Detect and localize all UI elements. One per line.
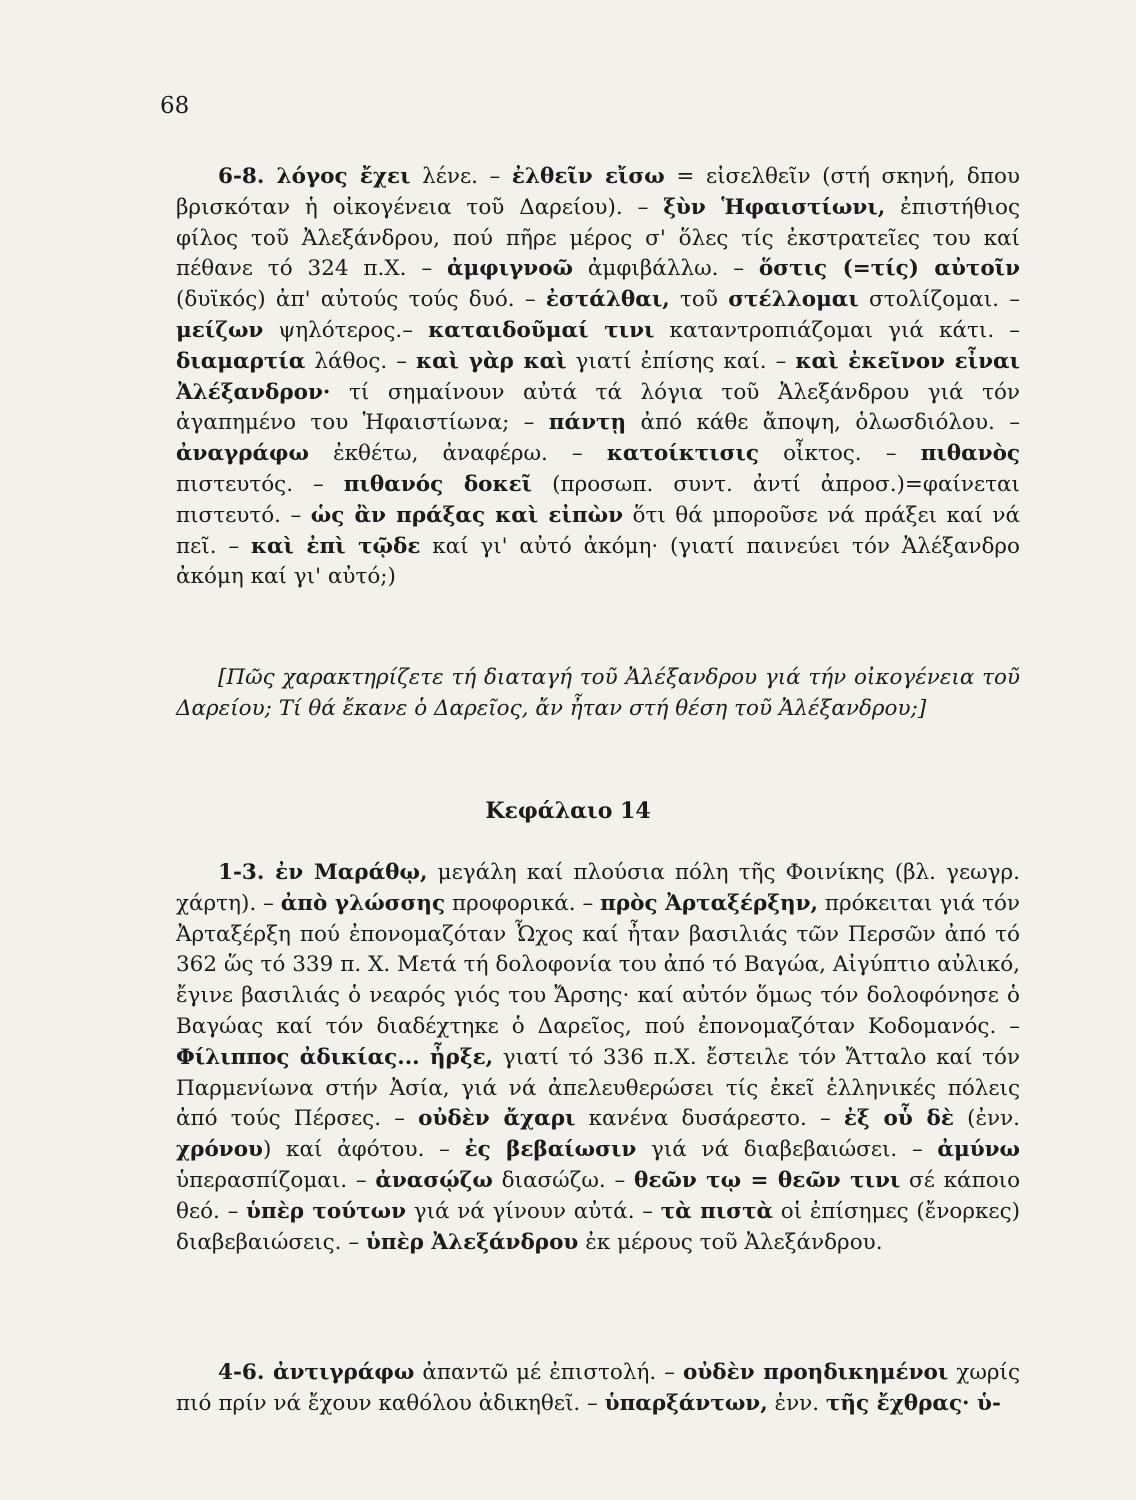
gloss-text: κανένα δυσάρεστο. – (575, 1106, 844, 1132)
question-text: [Πῶς χαρακτηρίζετε τή διαταγή τοῦ Ἀλέξανδρου γιά τήν οἰκογένεια τοῦ Δαρείου; Τί θά ἔκανε ὁ Δαρεῖος, ἄν ἦταν στή θέση τοῦ Ἀλέξανδρου;] (176, 665, 1020, 721)
lemma-term: ξὺν Ἡφαιστίωνι, (663, 194, 886, 220)
chapter-heading: Κεφάλαιο 14 (485, 798, 651, 824)
lemma-term: ὑπαρξάντων, (604, 1390, 768, 1416)
lemma-term: διαμαρτία (176, 348, 306, 374)
lemma-term: ἀνασῴζω (375, 1167, 493, 1193)
gloss-text: ) καί ἀφότου. – (262, 1137, 465, 1163)
gloss-text: οἱ ἐπίσημες (ἔνορκες) διαβεβαιώσεις. – (176, 1198, 1020, 1255)
gloss-text: στολίζομαι. – (858, 287, 1020, 313)
gloss-text: πιστευτός. – (176, 471, 344, 497)
gloss-text: γιά νά διαβεβαιώσει. – (636, 1137, 938, 1163)
commentary-paragraph-1-3 (176, 858, 1020, 1258)
lemma-term: ἐστάλθαι, (545, 287, 670, 313)
lemma-term: οὐδὲν προηδικημένοι (683, 1360, 949, 1385)
lemma-term: ὡς ἂν πράξας καὶ εἰπὼν (310, 502, 623, 528)
gloss-text: τοῦ (669, 287, 729, 313)
lemma-term: ἐλθεῖν εἴσω (511, 164, 665, 189)
gloss-text: καί γι' αὐτό ἀκόμη· (γιατί παινεύει τόν Ἀλέξανδρο ἀκόμη καί γι' αὐτό;) (176, 533, 1021, 590)
lemma-term: τῆς ἔχθρας· ὑ- (825, 1390, 1001, 1416)
lemma-term: καὶ γὰρ καὶ (416, 348, 567, 374)
gloss-text: ἀπαντῶ μέ ἐπιστολή. – (414, 1360, 684, 1385)
gloss-text: ἐνν. (767, 1390, 826, 1416)
lemma-term: χρόνου (176, 1137, 263, 1163)
commentary-paragraph-6-8 (176, 162, 1020, 593)
paragraph-text (176, 858, 1020, 1258)
lemma-term: καὶ ἐπὶ τῷδε (250, 533, 421, 559)
gloss-text: διασώζω. – (492, 1167, 634, 1193)
lemma-term: ἀπὸ γλώσσης (280, 890, 446, 916)
gloss-text: (δυϊκός) ἀπ' αὐτούς τούς δυό. – (176, 287, 546, 313)
paragraph-text (176, 1358, 1020, 1420)
lemma-term: ἐξ οὗ δὲ (843, 1106, 954, 1132)
lemma-term: πιθανὸς (920, 441, 1020, 467)
lemma-term: ἀμφιγνοῶ (446, 256, 574, 282)
gloss-text: γιά νά γίνουν αὐτά. – (406, 1198, 661, 1224)
lemma-term: ἐς βεβαίωσιν (464, 1137, 637, 1163)
lemma-term: θεῶν τῳ = θεῶν τινι (633, 1167, 901, 1193)
gloss-text: πρόκειται γιά τόν Ἀρταξέρξη πού ἐπονομαζόταν Ὦχος καί ἦταν βασιλιάς τῶν Περσῶν ἀπό τό 362 ὥς τό 339 π. Χ. Μετά τή δολοφονία του ἀπό τό Βαγώα, Αἰγύπτιο αὐλικό, ἔγινε βασιλιάς ὁ νεαρός γιός του Ἄρσης· καί αὐτόν ὅμως τόν δολοφόνησε ὁ Βαγώας καί τόν διαδέχτηκε ὁ Δαρεῖος, πού ἐπονομαζόταν Κοδομανός. – (176, 890, 1020, 1039)
lemma-term: 6-8. λόγος ἔχει (218, 164, 411, 189)
lemma-term: στέλλομαι (728, 287, 859, 313)
gloss-text: καταντροπιάζομαι γιά κάτι. – (654, 317, 1020, 343)
lemma-term: τὰ πιστὰ (660, 1198, 774, 1224)
lemma-term: μείζων (176, 317, 264, 343)
lemma-term: ὑπὲρ Ἀλεξάνδρου (365, 1229, 579, 1255)
gloss-text: ὅτι θά μποροῦσε νά πράξει καί νά πεῖ. – (176, 502, 1020, 559)
page-number: 68 (160, 93, 190, 119)
commentary-paragraph-4-6 (176, 1358, 1020, 1420)
lemma-term: οὐδὲν ἄχαρι (418, 1106, 576, 1132)
gloss-text: σέ κάποιο θεό. – (176, 1167, 1021, 1224)
gloss-text: χωρίς πιό πρίν νά ἔχουν καθόλου ἀδικηθεῖ. – (176, 1360, 1020, 1416)
gloss-text: γιατί ἐπίσης καί. – (566, 348, 796, 374)
gloss-text: ἀμφιβάλλω. – (573, 256, 759, 282)
lemma-term: κατοίκτισις (606, 441, 759, 467)
lemma-term: καταιδοῦμαί τινι (428, 317, 655, 343)
gloss-text: ἐπιστήθιος φίλος τοῦ Ἀλεξάνδρου, πού πῆρε μέρος σ' ὅλες τίς ἐκστρατεῖες του καί πέθανε τό 324 π.Χ. – (176, 194, 1020, 282)
lemma-term: ἀμύνω (937, 1137, 1020, 1163)
lemma-term: 1-3. ἐν Μαράθῳ, (218, 860, 428, 885)
lemma-term: ἀναγράφω (176, 441, 309, 467)
gloss-text: ψηλότερος.– (263, 317, 429, 343)
gloss-text: (ἐνν. (953, 1106, 1020, 1132)
lemma-term: ὑπὲρ τούτων (246, 1198, 407, 1224)
gloss-text: μεγάλη καί πλούσια πόλη τῆς Φοινίκης (βλ. γεωγρ. χάρτη). – (176, 860, 1020, 916)
lemma-term: καὶ ἐκεῖνον εἶναι Ἀλέξανδρον· (176, 348, 1020, 405)
gloss-text: τί σημαίνουν αὐτά τά λόγια τοῦ Ἀλεξάνδρου γιά τόν ἀγαπημένο του Ἡφαιστίωνα; – (176, 379, 1020, 436)
gloss-text: λάθος. – (305, 348, 417, 374)
lemma-term: πιθανός δοκεῖ (343, 471, 533, 497)
gloss-text: οἶκτος. – (759, 441, 921, 467)
gloss-text: γιατί τό 336 π.Χ. ἔστειλε τόν Ἄτταλο καί τόν Παρμενίωνα στήν Ἀσία, γιά νά ἀπελευθερώσει τίς ἐκεῖ ἑλληνικές πόλεις ἀπό τούς Πέρσες. – (176, 1044, 1020, 1132)
lemma-term: ὅστις (=τίς) αὐτοῖν (758, 256, 1020, 282)
question-paragraph (176, 663, 1020, 725)
gloss-text: = εἰσελθεῖν (στή σκηνή, δπου βρισκόταν ἡ οἰκογένεια τοῦ Δαρείου). – (176, 164, 1020, 220)
gloss-text: ἐκθέτω, ἀναφέρω. – (308, 441, 607, 467)
gloss-text: ἀπό κάθε ἄποψη, ὁλωσδιόλου. – (626, 410, 1020, 436)
gloss-text: λένε. – (410, 164, 512, 189)
lemma-term: πρὸς Ἀρταξέρξην, (600, 890, 819, 916)
lemma-term: πάντῃ (548, 410, 627, 436)
lemma-term: 4-6. ἀντιγράφω (218, 1360, 415, 1385)
gloss-text: ὑπερασπίζομαι. – (176, 1167, 376, 1193)
gloss-text: (προσωπ. συντ. ἀντί ἀπροσ.)=φαίνεται πιστευτό. – (176, 471, 1020, 528)
lemma-term: Φίλιππος ἀδικίας... ἦρξε, (176, 1044, 494, 1070)
gloss-text: ἐκ μέρους τοῦ Ἀλεξάνδρου. (578, 1229, 883, 1255)
paragraph-text (176, 162, 1020, 593)
gloss-text: προφορικά. – (445, 890, 601, 916)
